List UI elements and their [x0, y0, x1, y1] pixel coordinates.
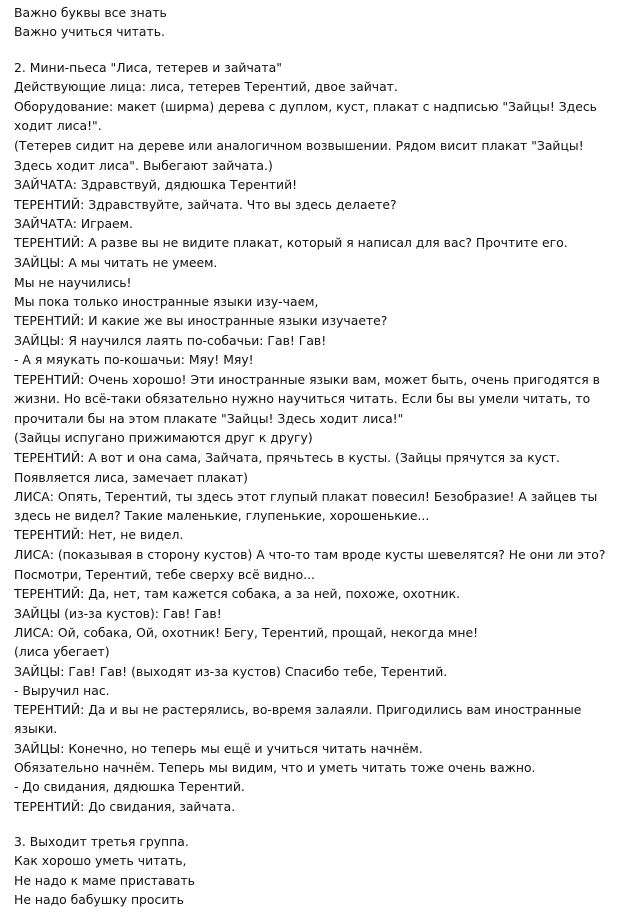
text-line: Мы пока только иностранные языки изу-чаем,	[14, 294, 319, 309]
text-line: ЗАЙЦЫ (из-за кустов): Гав! Гав!	[14, 606, 222, 621]
text-line: Не надо бабушку просить	[14, 892, 184, 907]
text-line: ЛИСА: Ой, собака, Ой, охотник! Бегу, Терентий, прощай, некогда мне!	[14, 625, 479, 640]
text-line: Важно буквы все знать	[14, 5, 167, 20]
text-line: жизни. Но всё-таки обязательно нужно научиться читать. Если бы вы умели читать, то	[14, 391, 591, 406]
text-line: Действующие лица: лиса, тетерев Терентий, двое зайчат.	[14, 79, 398, 94]
text-line: 2. Мини-пьеса "Лиса, тетерев и зайчата"	[14, 60, 282, 75]
text-line: Появляется лиса, замечает плакат)	[14, 470, 248, 485]
text-line: - А я мяукать по-кошачьи: Мяу! Мяу!	[14, 352, 254, 367]
text-line: языки.	[14, 721, 58, 736]
text-line: ТЕРЕНТИЙ: Да и вы не растерялись, во-время залаяли. Пригодились вам иностранные	[14, 702, 582, 717]
text-line: ЗАЙЦЫ: А мы читать не умеем.	[14, 255, 218, 270]
text-line: (Зайцы испугано прижимаются друг к другу)	[14, 430, 313, 445]
text-line: ТЕРЕНТИЙ: Здравствуйте, зайчата. Что вы здесь делаете?	[14, 197, 397, 212]
text-line: Мы не научились!	[14, 275, 132, 290]
text-line: ЗАЙЧАТА: Здравствуй, дядюшка Терентий!	[14, 177, 298, 192]
text-line: ЗАЙЦЫ: Я научился лаять по-собачьи: Гав! Гав!	[14, 333, 327, 348]
text-line: ТЕРЕНТИЙ: До свидания, зайчата.	[14, 799, 236, 814]
text-line: Важно учиться читать.	[14, 24, 165, 39]
text-line: ТЕРЕНТИЙ: А вот и она сама, Зайчата, прячьтесь в кусты. (Зайцы прячутся за куст.	[14, 450, 560, 465]
text-line: ЛИСА: (показывая в сторону кустов) А что-то там вроде кусты шевелятся? Не они ли это?	[14, 547, 606, 562]
text-line: Оборудование: макет (ширма) дерева с дуплом, куст, плакат с надписью "Зайцы! Здесь	[14, 99, 597, 114]
text-line: Здесь ходит лиса". Выбегают зайчата.)	[14, 158, 273, 173]
text-line: ТЕРЕНТИЙ: Да, нет, там кажется собака, а за ней, похоже, охотник.	[14, 586, 461, 601]
text-line: - До свидания, дядюшка Терентий.	[14, 779, 245, 794]
text-line: 3. Выходит третья группа.	[14, 834, 189, 849]
text-line: прочитали бы на этом плакате "Зайцы! Здесь ходит лиса!"	[14, 411, 404, 426]
text-line: ЗАЙЦЫ: Конечно, но теперь мы ещё и учиться читать начнём.	[14, 741, 423, 756]
text-line: - Выручил нас.	[14, 683, 110, 698]
text-line: (лиса убегает)	[14, 644, 110, 659]
text-line: ТЕРЕНТИЙ: Нет, не видел.	[14, 527, 184, 542]
text-line: ЗАЙЦЫ: Гав! Гав! (выходят из-за кустов) Спасибо тебе, Терентий.	[14, 664, 448, 679]
text-line: ТЕРЕНТИЙ: И какие же вы иностранные языки изучаете?	[14, 313, 388, 328]
text-line: Как хорошо уметь читать,	[14, 853, 187, 868]
text-line: Не надо к маме приставать	[14, 873, 195, 888]
text-line: здесь не видел? Такие маленькие, глупенькие, хорошенькие...	[14, 508, 430, 523]
text-line: Посмотри, Терентий, тебе сверху всё видно...	[14, 567, 315, 582]
text-line: ЛИСА: Опять, Терентий, ты здесь этот глупый плакат повесил! Безобразие! А зайцев ты	[14, 489, 598, 504]
text-line: ходит лиса!".	[14, 118, 102, 133]
text-line: ЗАЙЧАТА: Играем.	[14, 216, 133, 231]
text-line: (Тетерев сидит на дереве или аналогичном возвышении. Рядом висит плакат "Зайцы!	[14, 138, 584, 153]
text-line: ТЕРЕНТИЙ: А разве вы не видите плакат, который я написал для вас? Прочтите его.	[14, 235, 568, 250]
text-line: Обязательно начнём. Теперь мы видим, что и уметь читать тоже очень важно.	[14, 760, 536, 775]
text-line: ТЕРЕНТИЙ: Очень хорошо! Эти иностранные языки вам, может быть, очень пригодятся в	[14, 372, 600, 387]
